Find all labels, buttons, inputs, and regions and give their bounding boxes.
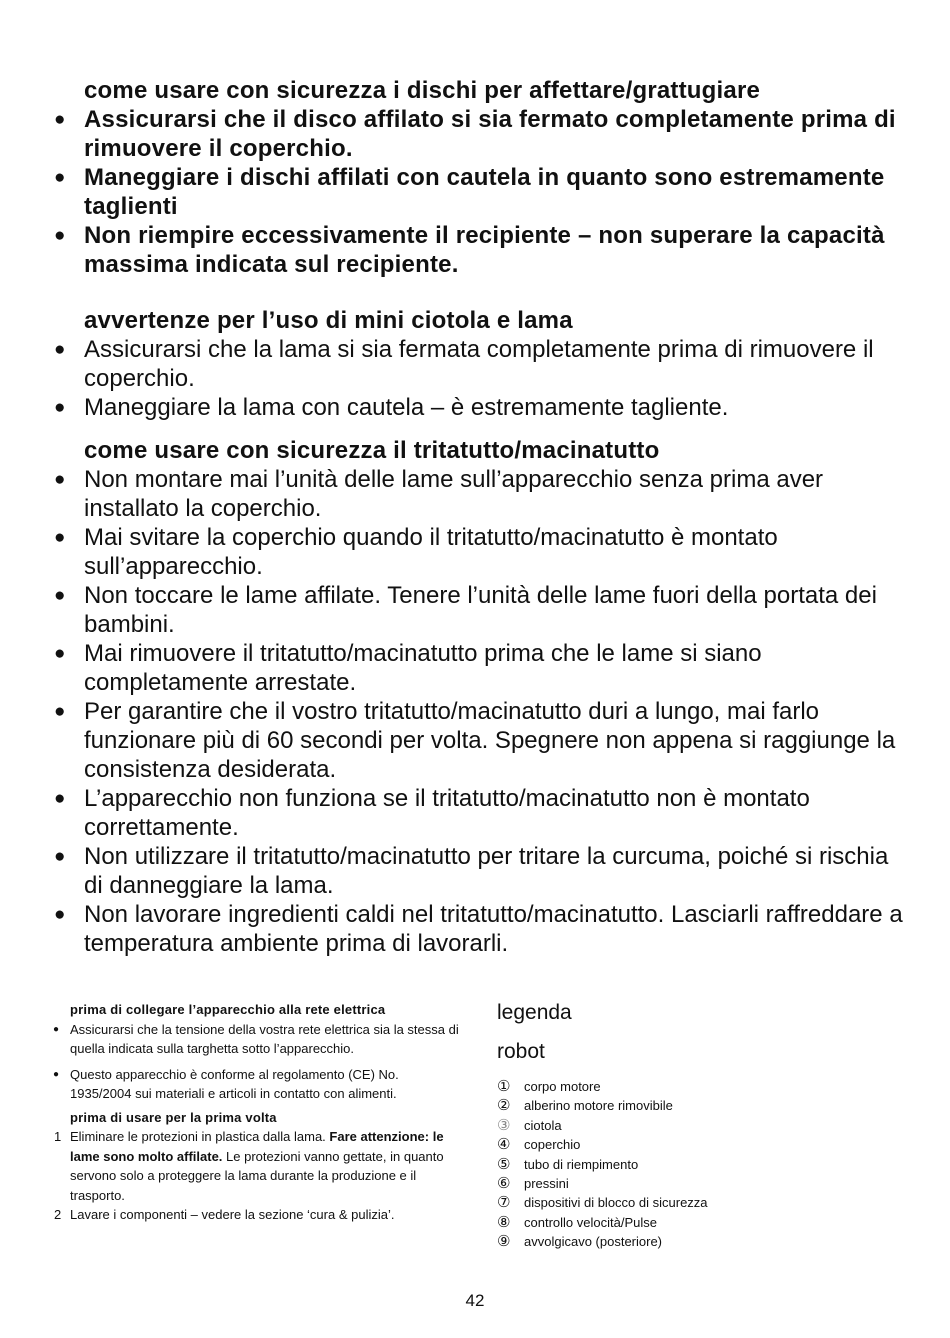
legend-item bbox=[497, 1155, 897, 1174]
step-text: Lavare i componenti – vedere la sezione ‘cura & pulizia’. bbox=[70, 1207, 395, 1222]
section-title: come usare con sicurezza i dischi per affettare/grattugiare bbox=[84, 77, 761, 104]
legend-number: ① bbox=[497, 1078, 511, 1095]
legend-number: ② bbox=[497, 1097, 511, 1115]
legend-item bbox=[497, 1174, 897, 1193]
legend-item bbox=[497, 1232, 897, 1251]
legend-item bbox=[497, 1193, 897, 1212]
legend-number: ⑥ bbox=[497, 1175, 511, 1193]
legend-number: ⑦ bbox=[497, 1194, 511, 1212]
section-title: come usare con sicurezza il tritatutto/macinatutto bbox=[84, 437, 660, 464]
legend-label: alberino motore rimovibile bbox=[524, 1098, 673, 1114]
legend-label: ciotola bbox=[524, 1117, 562, 1133]
first-use-title: prima di usare per la prima volta bbox=[70, 1109, 277, 1125]
list-item: ● L’apparecchio non funziona se il tritatutto/macinatutto non è montato correttamente. bbox=[52, 784, 912, 842]
list-item: ● Non lavorare ingredienti caldi nel tritatutto/macinatutto. Lasciarli raffreddare a temperatura ambiente prima di lavorarli. bbox=[52, 900, 912, 958]
setup-column bbox=[52, 1000, 462, 1225]
list-item: ● Assicurarsi che la lama si sia fermata completamente prima di rimuovere il coperchio. bbox=[52, 335, 912, 393]
legend-item bbox=[497, 1116, 897, 1135]
section-discs bbox=[52, 76, 912, 279]
legend-number: ⑨ bbox=[497, 1233, 511, 1251]
legend-label: dispositivi di blocco di sicurezza bbox=[524, 1195, 708, 1211]
step-text: Le protezioni vanno gettate, in quanto servono solo a proteggere la lama durante la produzione e il trasporto. bbox=[70, 1148, 444, 1203]
legend-item bbox=[497, 1096, 897, 1115]
list-item: ● Maneggiare la lama con cautela – è estremamente tagliente. bbox=[52, 393, 912, 422]
legend-heading: legenda bbox=[497, 1001, 572, 1024]
list-item: ● Non toccare le lame affilate. Tenere l’unità delle lame fuori della portata dei bambini. bbox=[52, 581, 912, 639]
legend-label: controllo velocità/Pulse bbox=[524, 1214, 657, 1230]
legend-item bbox=[497, 1135, 897, 1154]
list-item: ● Mai svitare la coperchio quando il tritatutto/macinatutto è montato sull’apparecchio. bbox=[52, 523, 912, 581]
list-item: ● Maneggiare i dischi affilati con cautela in quanto sono estremamente taglienti bbox=[52, 163, 912, 221]
legend-item bbox=[497, 1077, 897, 1096]
list-item: ● Per garantire che il vostro tritatutto/macinatutto duri a lungo, mai farlo funzionare più di 60 secondi per volta. Spegnere non appena si raggiunge la consistenza desiderata. bbox=[52, 697, 912, 784]
step-item bbox=[52, 1205, 462, 1225]
legend-item bbox=[497, 1213, 897, 1232]
legend-column bbox=[497, 998, 897, 1252]
step-warning: Fare attenzione: le lame sono molto affilate. bbox=[70, 1129, 444, 1164]
legend-number: ⑧ bbox=[497, 1213, 511, 1231]
legend-subheading: robot bbox=[497, 1040, 545, 1063]
section-title: avvertenze per l’uso di mini ciotola e lama bbox=[84, 307, 573, 334]
legend-label: pressini bbox=[524, 1176, 569, 1192]
legend-number: ⑤ bbox=[497, 1155, 511, 1173]
list-item: ● Non riempire eccessivamente il recipiente – non superare la capacità massima indicata sul recipiente. bbox=[52, 221, 912, 279]
list-item: ● Mai rimuovere il tritatutto/macinatutto prima che le lame si siano completamente arrestate. bbox=[52, 639, 912, 697]
legend-label: tubo di riempimento bbox=[524, 1156, 639, 1172]
section-mini-bowl bbox=[52, 306, 912, 422]
page-number: 42 bbox=[465, 1291, 485, 1310]
list-item: ● Questo apparecchio è conforme al regolamento (CE) No. 1935/2004 sui materiali e articoli in contatto con alimenti. bbox=[52, 1065, 462, 1104]
list-item: ● Assicurarsi che la tensione della vostra rete elettrica sia la stessa di quella indicata sulla targhetta sotto l’apparecchio. bbox=[52, 1020, 462, 1059]
legend-label: coperchio bbox=[524, 1137, 581, 1153]
step-number: 1 bbox=[54, 1129, 62, 1144]
legend-number: ④ bbox=[497, 1136, 511, 1154]
list-item: ● Non montare mai l’unità delle lame sull’apparecchio senza prima aver installato la coperchio. bbox=[52, 465, 912, 523]
step-text: Eliminare le protezioni in plastica dalla lama. bbox=[70, 1129, 326, 1144]
step-item bbox=[52, 1127, 462, 1205]
step-number: 2 bbox=[54, 1207, 62, 1222]
before-connecting-title: prima di collegare l’apparecchio alla rete elettrica bbox=[70, 1002, 386, 1017]
legend-label: corpo motore bbox=[524, 1079, 601, 1094]
legend-number: ③ bbox=[497, 1116, 511, 1134]
section-mill bbox=[52, 436, 912, 958]
legend-label: avvolgicavo (posteriore) bbox=[524, 1234, 663, 1250]
safety-sections bbox=[52, 76, 912, 958]
list-item: ● Non utilizzare il tritatutto/macinatutto per tritare la curcuma, poiché si rischia di danneggiare la lama. bbox=[52, 842, 912, 900]
list-item: ● Assicurarsi che il disco affilato si sia fermato completamente prima di rimuovere il coperchio. bbox=[52, 105, 912, 163]
